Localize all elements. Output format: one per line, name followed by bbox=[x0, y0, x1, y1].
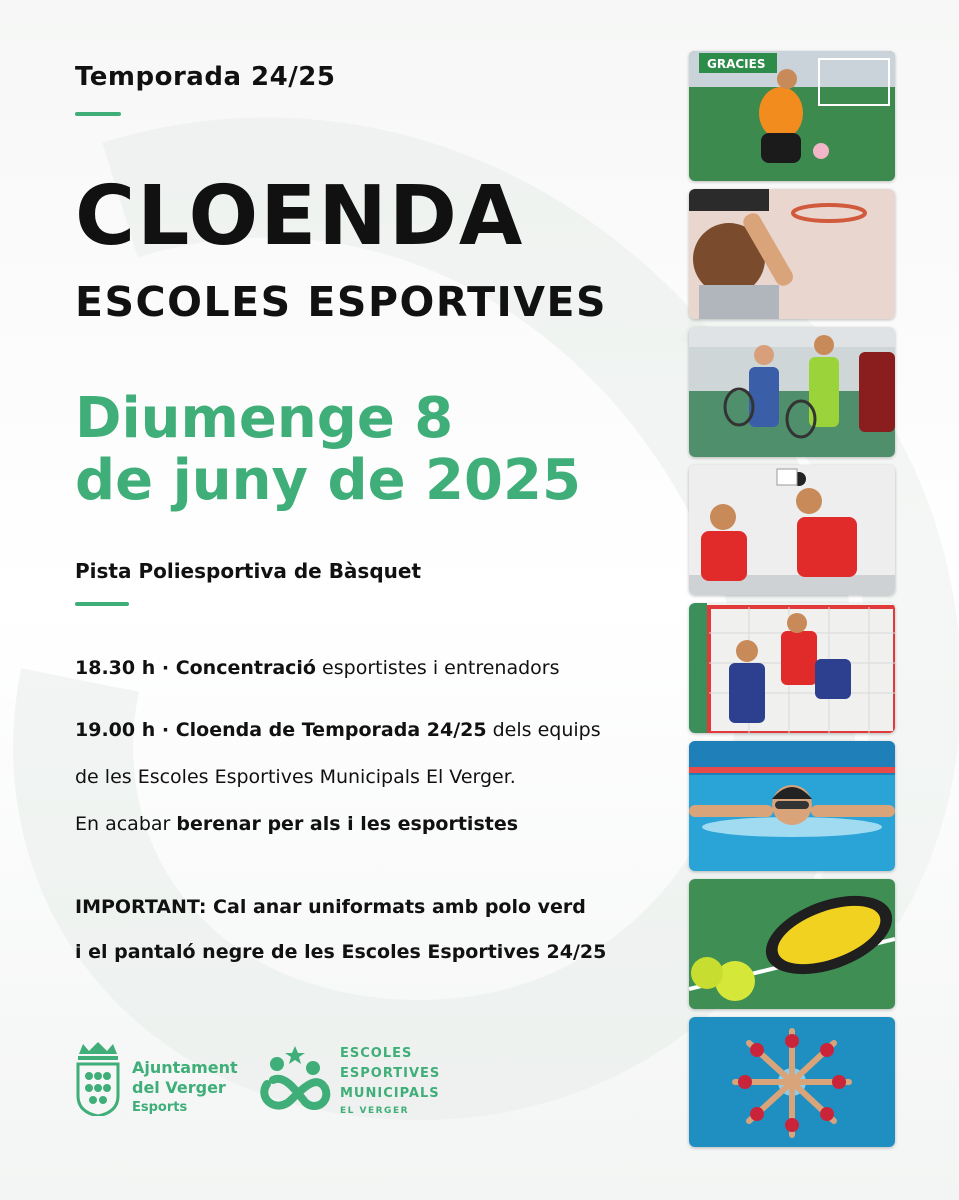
synchronized-swimming-photo bbox=[689, 1017, 895, 1147]
ajuntament-logo-line3: Esports bbox=[132, 1100, 188, 1115]
escoles-logo-line4: EL VERGER bbox=[340, 1106, 410, 1116]
tennis-photo bbox=[689, 327, 895, 457]
page-title: CLOENDA bbox=[75, 169, 525, 264]
schedule-item-2 bbox=[75, 719, 601, 741]
swimming-photo bbox=[689, 741, 895, 871]
schedule-item-3-bold: berenar per als i les esportistes bbox=[176, 813, 519, 835]
schedule-item-2-continued: de les Escoles Esportives Municipals El Verger. bbox=[75, 766, 516, 788]
venue: Pista Poliesportiva de Bàsquet bbox=[75, 559, 422, 583]
schedule-item-1-bold: Concentració bbox=[175, 657, 316, 679]
ajuntament-logo bbox=[75, 1042, 275, 1118]
padel-photo bbox=[689, 879, 895, 1009]
venue-divider bbox=[75, 602, 129, 606]
event-date-line1: Diumenge 8 bbox=[75, 386, 454, 451]
ajuntament-logo-line1: Ajuntament bbox=[132, 1058, 238, 1077]
escoles-logo-line1: ESCOLES bbox=[340, 1046, 413, 1061]
handball-photo bbox=[689, 465, 895, 595]
basketball-photo bbox=[689, 189, 895, 319]
football-photo bbox=[689, 51, 895, 181]
schedule-item-1 bbox=[75, 657, 560, 679]
escoles-logo-line3: MUNICIPALS bbox=[340, 1086, 440, 1101]
schedule-item-3-pre: En acabar bbox=[75, 813, 177, 835]
event-date-line2: de juny de 2025 bbox=[75, 448, 581, 513]
schedule-item-3 bbox=[75, 813, 518, 835]
schedule-item-2-time: 19.00 h · bbox=[75, 719, 176, 741]
escoles-logo-line2: ESPORTIVES bbox=[340, 1066, 441, 1081]
logos-row bbox=[75, 1040, 635, 1120]
schedule-item-1-time: 18.30 h · bbox=[75, 657, 176, 679]
ajuntament-logo-line2: del Verger bbox=[132, 1078, 226, 1097]
event-date bbox=[75, 388, 581, 512]
important-note-line2: i el pantaló negre de les Escoles Esportives 24/25 bbox=[75, 941, 607, 963]
important-note-line1: IMPORTANT: Cal anar uniformats amb polo verd bbox=[75, 896, 586, 918]
schedule-item-2-bold: Cloenda de Temporada 24/25 bbox=[175, 719, 487, 741]
page-subtitle: ESCOLES ESPORTIVES bbox=[75, 278, 608, 326]
goalkeeper-photo bbox=[689, 603, 895, 733]
coat-of-arms-icon bbox=[75, 1042, 121, 1116]
photo-banner-text: GRACIES bbox=[707, 57, 766, 71]
season-divider bbox=[75, 112, 121, 116]
schedule-item-2-rest: dels equips bbox=[486, 719, 601, 741]
season-label: Temporada 24/25 bbox=[75, 62, 336, 92]
escoles-logo bbox=[257, 1040, 477, 1120]
schedule-item-1-rest: esportistes i entrenadors bbox=[316, 657, 560, 679]
escoles-symbol-icon bbox=[257, 1044, 331, 1116]
